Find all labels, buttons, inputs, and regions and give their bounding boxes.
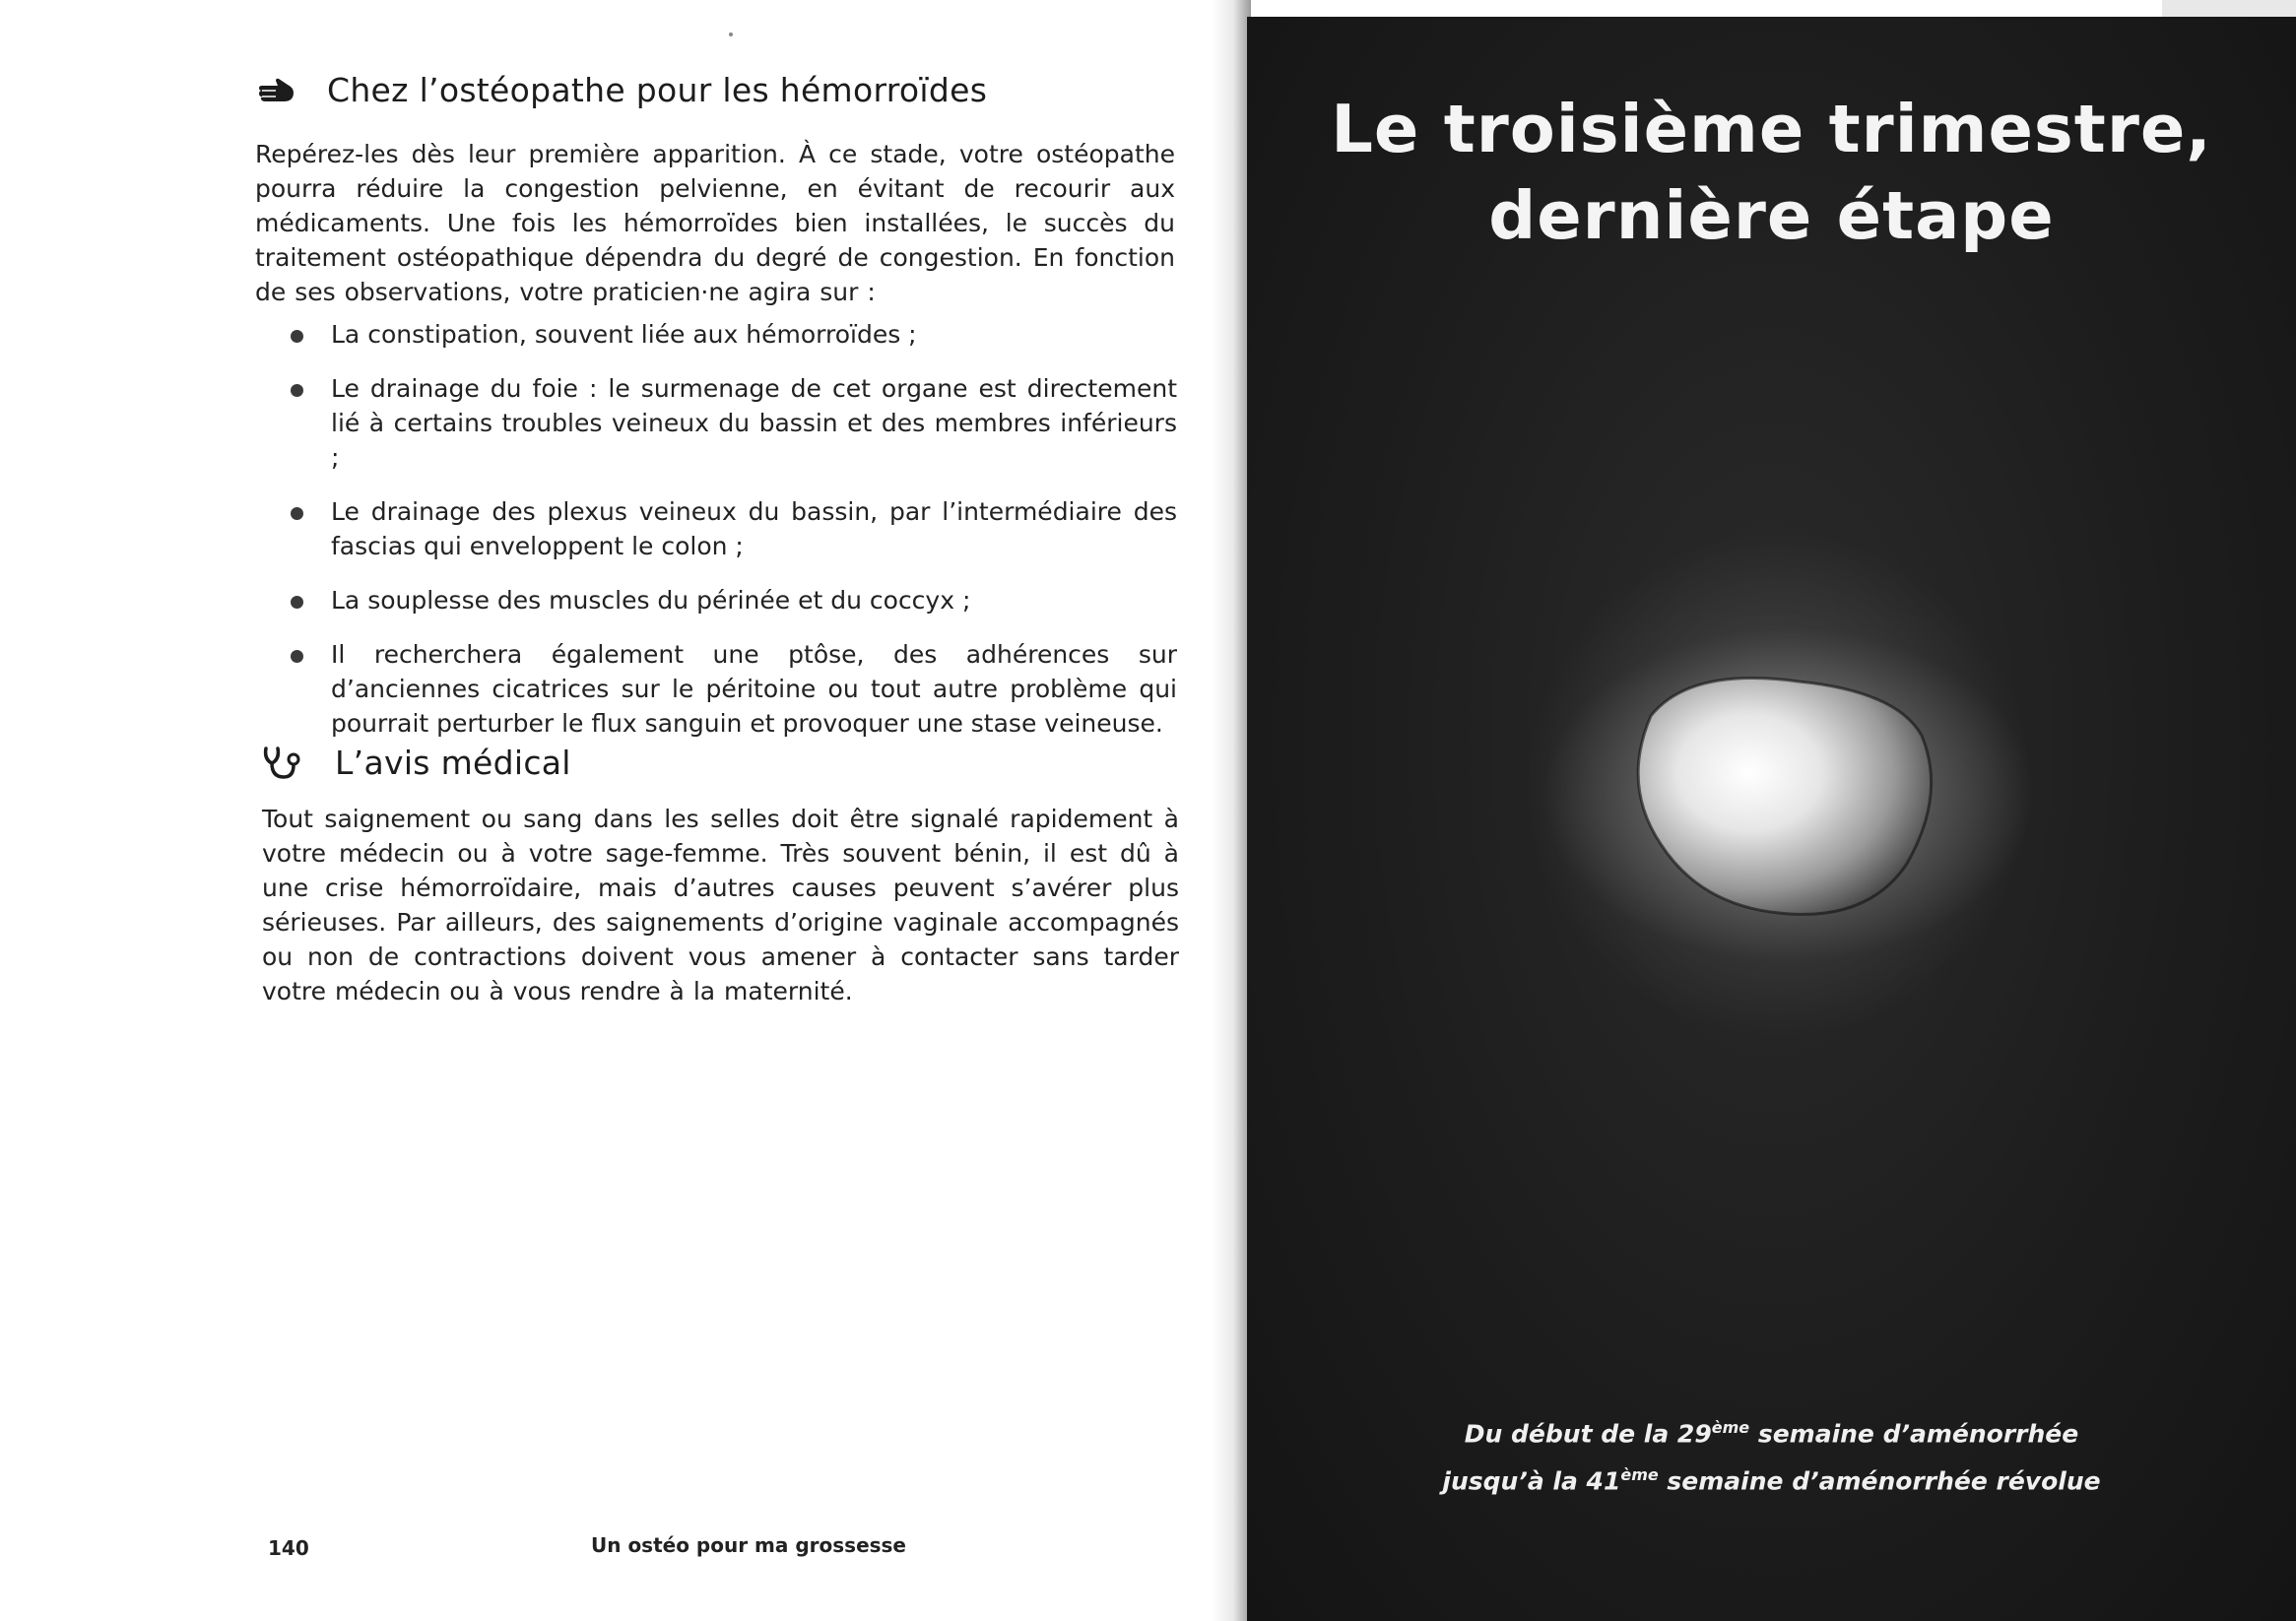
section2-title: L’avis médical xyxy=(335,744,571,782)
bullet-dot xyxy=(291,596,303,609)
book-gutter xyxy=(1212,0,1251,1621)
glowing-pebble-image xyxy=(1542,627,2055,982)
section1-paragraph: Repérez-les dès leur première apparition. À ce stade, votre ostéopathe pourra réduire la congestion pelvienne, en évitant de recourir aux médicaments. Une fois les hémorroïdes bien installées, le succès du traitement ostéopathique dépendra du degré de congestion. En fonction de ses observations, votre praticien·ne agira sur : xyxy=(255,140,1175,306)
bullet-dot xyxy=(291,330,303,343)
bullet-item: Le drainage des plexus veineux du bassin, par l’intermédiaire des fascias qui enveloppent le colon ; xyxy=(276,494,1177,563)
chapter-title xyxy=(1247,86,2296,259)
running-footer-title: Un ostéo pour ma grossesse xyxy=(591,1533,906,1557)
right-page xyxy=(1247,17,2296,1621)
stray-mark xyxy=(729,32,733,36)
section1-title: Chez l’ostéopathe pour les hémorroïdes xyxy=(327,71,988,109)
bullet-item: Le drainage du foie : le surmenage de cet organe est directement lié à certains troubles veineux du bassin et des membres inférieurs ; xyxy=(276,371,1177,475)
section2-paragraph: Tout saignement ou sang dans les selles doit être signalé rapidement à votre médecin ou à votre sage-femme. Très souvent bénin, il est dû à une crise hémorroïdaire, mais d’autres causes peuvent s’avérer plus sérieuses. Par ailleurs, des saignements d’origine vaginale accompagnés ou non de contractions doivent vous amener à contacter sans tarder votre médecin ou à vous rendre à la maternité. xyxy=(262,805,1179,1005)
section2-heading xyxy=(262,744,571,782)
bullet-dot xyxy=(291,650,303,663)
bullet-dot xyxy=(291,384,303,397)
bullet-item: Il recherchera également une ptôse, des adhérences sur d’anciennes cicatrices sur le péritoine ou tout autre problème qui pourrait perturber le flux sanguin et provoquer une stase veineuse. xyxy=(276,637,1177,741)
page-edge xyxy=(2162,0,2296,17)
subtitle-line1: Du début de la 29ème semaine d’aménorrhée xyxy=(1464,1418,2079,1449)
pointing-hand-icon xyxy=(258,78,295,103)
bullet-item: La constipation, souvent liée aux hémorroïdes ; xyxy=(276,317,1177,352)
chapter-title-line2: dernière étape xyxy=(1488,177,2055,254)
section1-heading xyxy=(258,71,987,109)
chapter-subtitle xyxy=(1247,1407,2296,1503)
bullet-item: La souplesse des muscles du périnée et du coccyx ; xyxy=(276,583,1177,617)
bullet-list xyxy=(276,317,1177,760)
bullet-dot xyxy=(291,507,303,520)
subtitle-line2: jusqu’à la 41ème semaine d’aménorrhée révolue xyxy=(1442,1465,2101,1496)
page-number: 140 xyxy=(268,1536,309,1560)
stethoscope-icon xyxy=(262,746,301,781)
chapter-title-line1: Le troisième trimestre, xyxy=(1331,91,2212,167)
